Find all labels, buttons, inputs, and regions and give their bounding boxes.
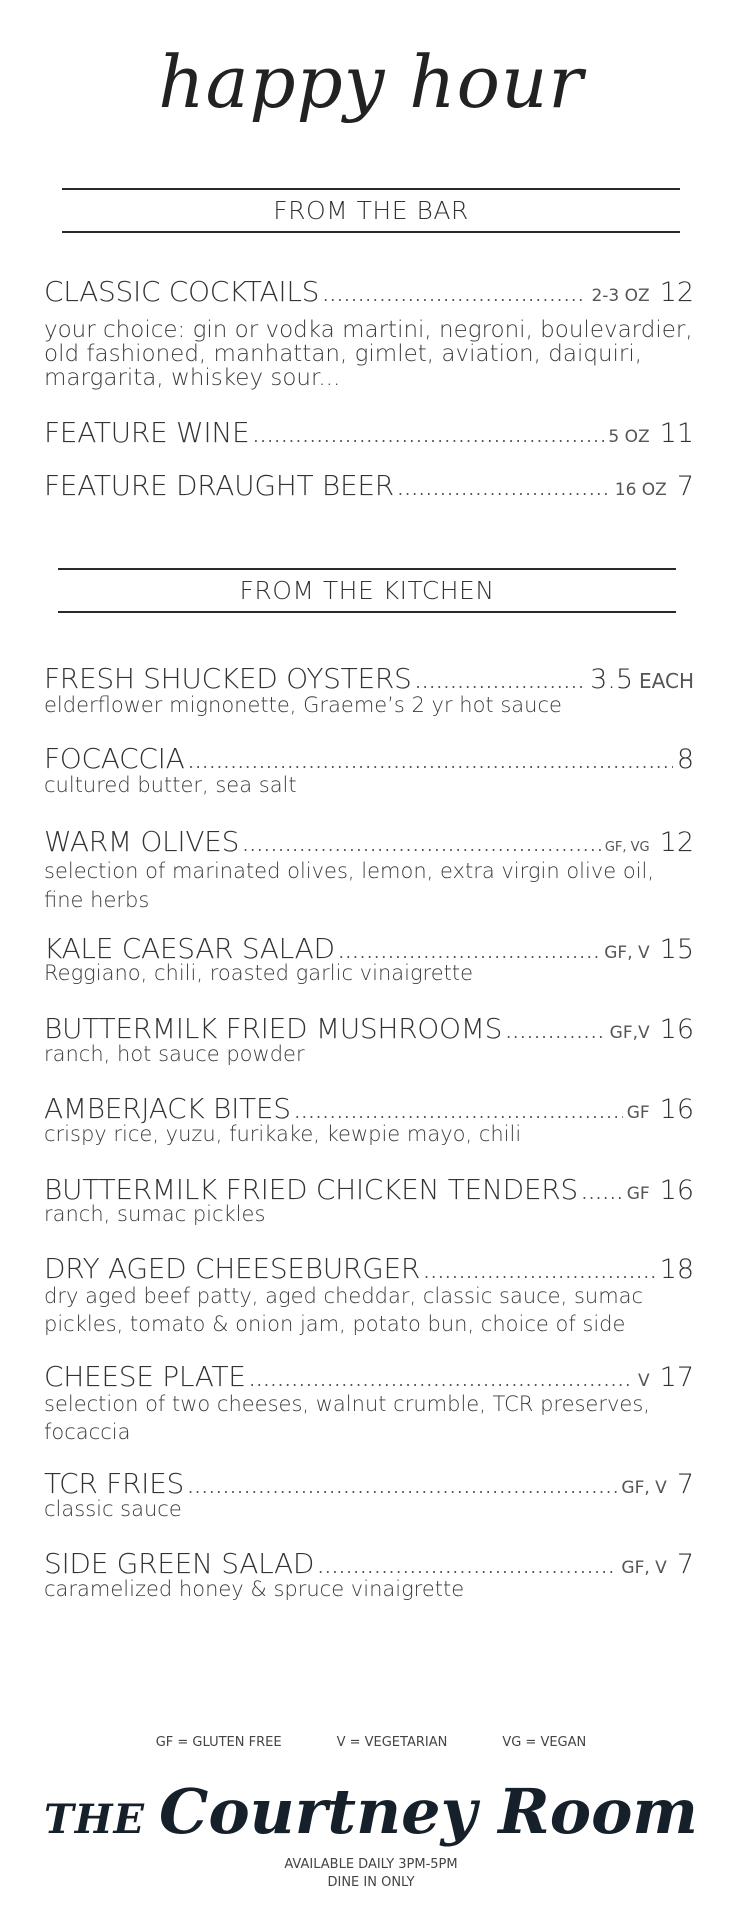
item-price: 16 xyxy=(659,1175,694,1206)
item-name: TCR FRIES xyxy=(44,1467,184,1500)
item-price: 17 xyxy=(659,1362,694,1393)
item-price: 15 xyxy=(659,934,694,965)
dot-leader xyxy=(318,1558,617,1577)
item-description: ranch, hot sauce powder xyxy=(44,1042,305,1066)
item-tag: 2-3 OZ xyxy=(591,286,650,306)
item-name: BUTTERMILK FRIED MUSHROOMS xyxy=(44,1012,503,1045)
item-price: 8 xyxy=(676,744,694,775)
item-description: selection of marinated olives, lemon, extra virgin olive oil, fine herbs xyxy=(44,859,655,912)
dot-leader xyxy=(243,836,601,855)
menu-item xyxy=(44,662,694,695)
dot-leader xyxy=(250,1371,634,1390)
menu-item xyxy=(44,825,694,858)
dietary-legend xyxy=(0,1735,742,1750)
item-description: dry aged beef patty, aged cheddar, classic sauce, sumac pickles, tomato & onion jam, potato bun, choice of side xyxy=(44,1284,644,1336)
availability-text: AVAILABLE DAILY 3PM-5PM xyxy=(284,1857,458,1872)
item-tag: GF, VG xyxy=(604,840,650,855)
brand-name: Courtney Room xyxy=(158,1775,699,1848)
menu-item xyxy=(44,1092,694,1125)
menu-item xyxy=(44,1012,694,1045)
item-price: 18 xyxy=(659,1254,694,1285)
item-description: your choice: gin or vodka martini, negroni, boulevardier, old fashioned, manhattan, gimlet, aviation, daiquiri, margarita, whiskey sour... xyxy=(44,317,693,391)
item-tag: 5 OZ xyxy=(608,427,650,447)
item-tag: GF, V xyxy=(604,943,650,963)
menu-item xyxy=(44,1547,694,1580)
menu-item xyxy=(44,1467,694,1500)
dine-in-text: DINE IN ONLY xyxy=(327,1875,415,1890)
divider xyxy=(62,188,680,190)
dot-leader xyxy=(188,1478,617,1497)
item-name: BUTTERMILK FRIED CHICKEN TENDERS xyxy=(44,1173,578,1206)
item-name: FEATURE DRAUGHT BEER xyxy=(44,469,394,502)
item-price: 16 xyxy=(659,1094,694,1125)
item-price: 12 xyxy=(659,827,694,858)
item-name: WARM OLIVES xyxy=(44,825,240,858)
item-price: 7 xyxy=(676,471,694,502)
menu-item xyxy=(44,469,694,502)
item-price: 12 xyxy=(659,277,694,308)
item-price: 3.5 xyxy=(590,664,634,695)
item-description: caramelized honey & spruce vinaigrette xyxy=(44,1577,465,1601)
dot-leader xyxy=(323,286,587,305)
divider xyxy=(62,231,680,233)
legend-v: V = VEGETARIAN xyxy=(336,1735,448,1750)
item-tag: GF, V xyxy=(621,1558,667,1578)
item-description: elderflower mignonette, Graeme’s 2 yr hot sauce xyxy=(44,693,562,717)
item-name: SIDE GREEN SALAD xyxy=(44,1547,315,1580)
divider xyxy=(58,568,676,570)
item-price: 7 xyxy=(676,1469,694,1500)
dot-leader xyxy=(398,480,611,499)
dot-leader xyxy=(506,1023,606,1042)
legend-gf: GF = GLUTEN FREE xyxy=(155,1735,282,1750)
dot-leader xyxy=(188,753,672,772)
legend-vg: VG = VEGAN xyxy=(502,1735,587,1750)
item-name: FOCACCIA xyxy=(44,742,185,775)
item-name: FRESH SHUCKED OYSTERS xyxy=(44,662,412,695)
menu-item xyxy=(44,1252,694,1285)
item-price: 11 xyxy=(659,418,694,449)
item-name: CLASSIC COCKTAILS xyxy=(44,275,320,308)
menu-item xyxy=(44,275,694,308)
page-title: happy hour xyxy=(158,40,584,124)
brand-logo xyxy=(0,1775,742,1848)
dot-leader xyxy=(582,1184,623,1203)
item-description: selection of two cheeses, walnut crumble, TCR preserves, focaccia xyxy=(44,1392,650,1444)
item-tag: GF xyxy=(626,1184,650,1204)
divider xyxy=(58,611,676,613)
dot-leader xyxy=(339,943,601,962)
item-name: CHEESE PLATE xyxy=(44,1360,246,1393)
item-name: KALE CAESAR SALAD xyxy=(44,932,335,965)
item-description: cultured butter, sea salt xyxy=(44,773,297,797)
dot-leader xyxy=(295,1103,623,1122)
section-heading-kitchen: FROM THE KITCHEN xyxy=(239,576,495,605)
menu-item xyxy=(44,416,694,449)
item-name: DRY AGED CHEESEBURGER xyxy=(44,1252,421,1285)
item-unit: EACH xyxy=(639,669,694,693)
item-description: Reggiano, chili, roasted garlic vinaigrette xyxy=(44,961,474,985)
brand-the: THE xyxy=(43,1796,145,1843)
menu-item xyxy=(44,742,694,775)
item-description: crispy rice, yuzu, furikake, kewpie mayo, chili xyxy=(44,1122,522,1146)
item-tag: V xyxy=(638,1371,650,1391)
item-tag: GF,V xyxy=(609,1023,650,1043)
item-tag: GF, V xyxy=(621,1478,667,1498)
item-name: AMBERJACK BITES xyxy=(44,1092,291,1125)
section-heading-bar: FROM THE BAR xyxy=(273,196,469,225)
dot-leader xyxy=(415,673,586,692)
item-price: 16 xyxy=(659,1014,694,1045)
item-tag: 16 OZ xyxy=(614,480,667,500)
dot-leader xyxy=(253,427,604,446)
menu-item xyxy=(44,1360,694,1393)
item-description: classic sauce xyxy=(44,1497,182,1521)
dot-leader xyxy=(424,1263,656,1282)
item-description: ranch, sumac pickles xyxy=(44,1202,266,1226)
item-name: FEATURE WINE xyxy=(44,416,250,449)
item-price: 7 xyxy=(676,1549,694,1580)
item-tag: GF xyxy=(626,1103,650,1123)
